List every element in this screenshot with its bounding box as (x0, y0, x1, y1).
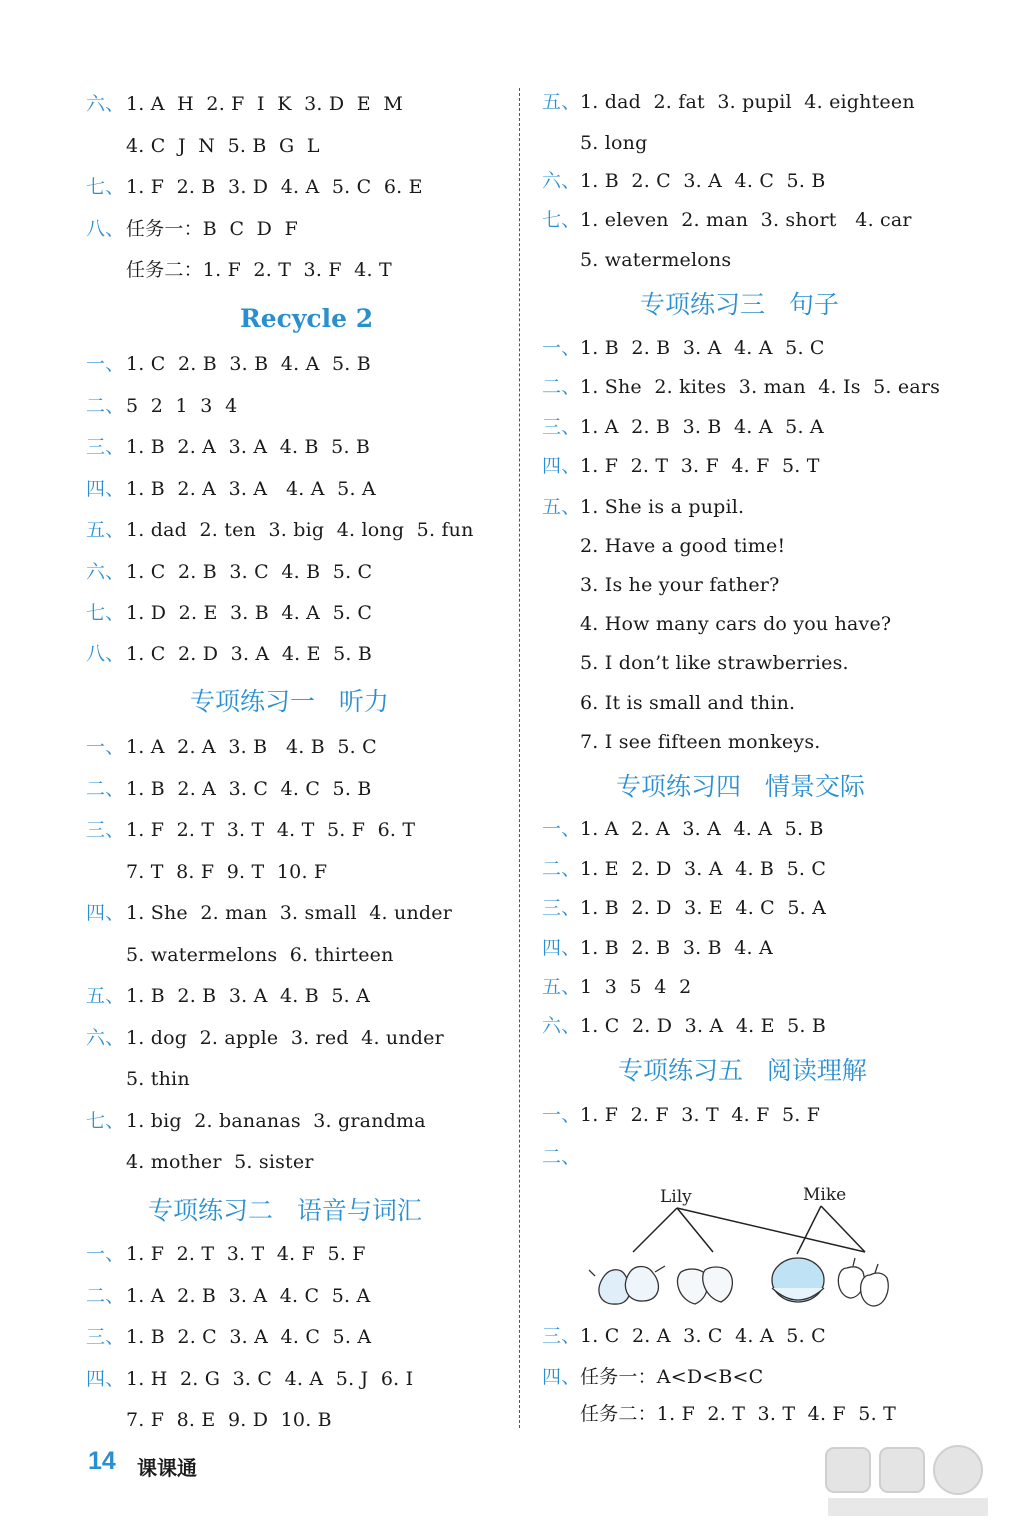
answer-text: 5. I don’t like strawberries. (580, 652, 849, 674)
question-marker: 五、 (86, 519, 125, 541)
question-marker: 六、 (542, 170, 581, 192)
section-heading: 专项练习一 听力 (190, 687, 389, 716)
answer-line (86, 92, 403, 116)
answer-line (542, 415, 824, 439)
watermelon-icon (772, 1258, 824, 1302)
answer-line (86, 984, 370, 1008)
answer-line (542, 817, 824, 841)
question-marker: 四、 (86, 902, 125, 924)
answer-line (86, 134, 320, 158)
question-marker: 一、 (542, 818, 581, 840)
answer-text: 1. A 2. B 3. B 4. A 5. A (580, 416, 824, 438)
answer-text: 1. H 2. G 3. C 4. A 5. J 6. I (126, 1368, 414, 1390)
apples-icon (838, 1258, 888, 1306)
question-marker: 六、 (542, 1015, 581, 1037)
answer-text: 1. F 2. B 3. D 4. A 5. C 6. E (126, 176, 423, 198)
answer-text: 4. C J N 5. B G L (126, 135, 320, 157)
answer-text: 1. eleven 2. man 3. short 4. car (580, 209, 912, 231)
question-marker: 五、 (86, 985, 125, 1007)
answer-line (86, 818, 415, 842)
answer-text: 1. F 2. T 3. T 4. F 5. F (126, 1243, 366, 1265)
answer-line (542, 90, 915, 114)
answer-line (542, 248, 731, 272)
answer-line (542, 495, 744, 519)
answer-line (86, 1067, 190, 1091)
answer-text: 1. dad 2. ten 3. big 4. long 5. fun (126, 519, 474, 541)
answer-text: 5 2 1 3 4 (126, 395, 238, 417)
answer-text: 1. E 2. D 3. A 4. B 5. C (580, 858, 827, 880)
answer-line (542, 936, 773, 960)
question-marker: 四、 (86, 1368, 125, 1390)
watermark-logo (818, 1442, 998, 1522)
answer-text: 1. B 2. A 3. C 4. C 5. B (126, 778, 372, 800)
answer-text: 1. C 2. D 3. A 4. E 5. B (126, 643, 373, 665)
answer-line (542, 1324, 826, 1348)
section-heading: 专项练习四 情景交际 (616, 772, 865, 801)
answer-text: 1. dog 2. apple 3. red 4. under (126, 1027, 444, 1049)
answer-text: 5. long (580, 132, 648, 154)
question-marker: 七、 (86, 1110, 125, 1132)
strawberries-icon (677, 1267, 732, 1304)
answer-line (542, 454, 820, 478)
answer-line (86, 901, 452, 925)
answer-line (542, 131, 647, 155)
answer-text: 1. B 2. B 3. A 4. B 5. A (126, 985, 371, 1007)
answer-line (542, 534, 785, 558)
answer-line (86, 560, 372, 584)
answer-text: 1. B 2. A 3. A 4. A 5. A (126, 478, 376, 500)
answer-text: 1. C 2. A 3. C 4. A 5. C (580, 1325, 826, 1347)
question-marker: 五、 (542, 91, 581, 113)
answer-line (86, 1367, 413, 1391)
section-heading: 专项练习五 阅读理解 (618, 1056, 867, 1085)
answer-line (86, 1026, 444, 1050)
answer-line (86, 1325, 371, 1349)
answer-text: 1. She 2. man 3. small 4. under (126, 902, 452, 924)
answer-text: 1. D 2. E 3. B 4. A 5. C (126, 602, 373, 624)
answer-line (542, 573, 779, 597)
answer-text: 1. A 2. A 3. B 4. B 5. C (126, 736, 377, 758)
question-marker: 五、 (542, 976, 581, 998)
answer-text: 任务二：1. F 2. T 3. F 4. T (126, 259, 392, 281)
answer-line (86, 435, 370, 459)
section-heading: 专项练习三 句子 (640, 290, 839, 319)
answer-line (542, 691, 795, 715)
answer-text: 1. A 2. A 3. A 4. A 5. B (580, 818, 824, 840)
answer-line (542, 857, 826, 881)
answer-line (542, 730, 821, 754)
section-heading: 专项练习二 语音与词汇 (148, 1196, 422, 1225)
question-marker: 一、 (86, 736, 125, 758)
answer-text: 1. She is a pupil. (580, 496, 745, 518)
answer-line (86, 1242, 366, 1266)
question-marker: 六、 (86, 1027, 125, 1049)
answer-text: 1 3 5 4 2 (580, 976, 692, 998)
answer-text: 1. dad 2. fat 3. pupil 4. eighteen (580, 91, 915, 113)
answer-text: 7. F 8. E 9. D 10. B (126, 1409, 332, 1431)
answer-text: 1. A 2. B 3. A 4. C 5. A (126, 1285, 371, 1307)
answer-line (542, 1145, 580, 1169)
question-marker: 三、 (542, 416, 581, 438)
label-mike: Mike (803, 1185, 847, 1205)
column-divider (519, 88, 520, 1428)
answer-line (542, 375, 940, 399)
answer-text: 1. B 2. C 3. A 4. C 5. A (126, 1326, 372, 1348)
answer-line (542, 1365, 763, 1389)
answer-text: 6. It is small and thin. (580, 692, 796, 714)
answer-line (86, 1284, 370, 1308)
answer-text: 5. thin (126, 1068, 190, 1090)
answer-line (86, 601, 372, 625)
answer-line (86, 943, 394, 967)
question-marker: 八、 (86, 218, 125, 240)
answer-text: 4. How many cars do you have? (580, 613, 892, 635)
question-marker: 二、 (542, 858, 581, 880)
answer-text: 1. B 2. D 3. E 4. C 5. A (580, 897, 827, 919)
answer-text: 5. watermelons (580, 249, 732, 271)
answer-line (542, 208, 912, 232)
question-marker: 三、 (542, 1325, 581, 1347)
answer-line (86, 1150, 314, 1174)
answer-text: 7. I see fifteen monkeys. (580, 731, 821, 753)
answer-text: 1. She 2. kites 3. man 4. Is 5. ears (580, 376, 941, 398)
answer-line (86, 1408, 332, 1432)
question-marker: 三、 (86, 436, 125, 458)
question-marker: 五、 (542, 496, 581, 518)
answer-text: 7. T 8. F 9. T 10. F (126, 861, 328, 883)
question-marker: 六、 (86, 93, 125, 115)
answer-line (86, 1109, 426, 1133)
question-marker: 六、 (86, 561, 125, 583)
answer-line (86, 477, 376, 501)
matching-figure (585, 1180, 915, 1315)
answer-line (542, 169, 825, 193)
question-marker: 七、 (542, 209, 581, 231)
question-marker: 八、 (86, 643, 125, 665)
answer-line (542, 336, 825, 360)
answer-line (86, 175, 423, 199)
answer-text: 1. B 2. C 3. A 4. C 5. B (580, 170, 826, 192)
answer-text: 1. C 2. D 3. A 4. E 5. B (580, 1015, 827, 1037)
answer-text: 5. watermelons 6. thirteen (126, 944, 394, 966)
label-lily: Lily (660, 1187, 692, 1207)
question-marker: 二、 (542, 1146, 581, 1168)
answer-text: 任务一：B C D F (126, 218, 298, 240)
answer-text: 1. F 2. F 3. T 4. F 5. F (580, 1104, 821, 1126)
answer-text: 1. C 2. B 3. C 4. B 5. C (126, 561, 373, 583)
answer-text: 1. A H 2. F I K 3. D E M (126, 93, 403, 115)
question-marker: 三、 (86, 819, 125, 841)
question-marker: 一、 (86, 353, 125, 375)
question-marker: 二、 (542, 376, 581, 398)
question-marker: 一、 (86, 1243, 125, 1265)
book-title: 课课通 (137, 1456, 197, 1480)
question-marker: 四、 (542, 937, 581, 959)
answer-text: 任务一：A<D<B<C (580, 1366, 764, 1388)
question-marker: 三、 (86, 1326, 125, 1348)
question-marker: 二、 (86, 778, 125, 800)
answer-text: 1. B 2. B 3. B 4. A (580, 937, 773, 959)
question-marker: 二、 (86, 1285, 125, 1307)
question-marker: 七、 (86, 176, 125, 198)
question-marker: 一、 (542, 337, 581, 359)
question-marker: 三、 (542, 897, 581, 919)
answer-text: 1. big 2. bananas 3. grandma (126, 1110, 426, 1132)
answer-line (86, 258, 392, 282)
answer-line (542, 896, 826, 920)
question-marker: 四、 (542, 1366, 581, 1388)
answer-text: 任务二：1. F 2. T 3. T 4. F 5. T (580, 1403, 896, 1425)
page-number: 14 (88, 1447, 116, 1475)
answer-line (86, 860, 327, 884)
answer-line (542, 975, 691, 999)
answer-text: 1. B 2. B 3. A 4. A 5. C (580, 337, 825, 359)
answer-line (86, 518, 474, 542)
answer-line (542, 1402, 896, 1426)
answer-text: 2. Have a good time! (580, 535, 786, 557)
answer-text: 1. B 2. A 3. A 4. B 5. B (126, 436, 371, 458)
answer-line (86, 394, 237, 418)
question-marker: 二、 (86, 395, 125, 417)
question-marker: 四、 (542, 455, 581, 477)
answer-line (542, 1014, 826, 1038)
section-heading: Recycle 2 (240, 304, 374, 333)
answer-line (86, 735, 377, 759)
answer-line (542, 1103, 820, 1127)
question-marker: 七、 (86, 602, 125, 624)
answer-line (86, 352, 371, 376)
answer-text: 1. C 2. B 3. B 4. A 5. B (126, 353, 371, 375)
answer-line (86, 642, 372, 666)
answer-line (86, 777, 371, 801)
answer-text: 1. F 2. T 3. T 4. T 5. F 6. T (126, 819, 416, 841)
answer-text: 3. Is he your father? (580, 574, 780, 596)
question-marker: 四、 (86, 478, 125, 500)
answer-line (542, 651, 849, 675)
answer-text: 4. mother 5. sister (126, 1151, 314, 1173)
answer-text: 1. F 2. T 3. F 4. F 5. T (580, 455, 820, 477)
pears-icon (589, 1266, 665, 1304)
answer-line (86, 217, 298, 241)
matching-lines (633, 1206, 865, 1254)
question-marker: 一、 (542, 1104, 581, 1126)
answer-line (542, 612, 891, 636)
